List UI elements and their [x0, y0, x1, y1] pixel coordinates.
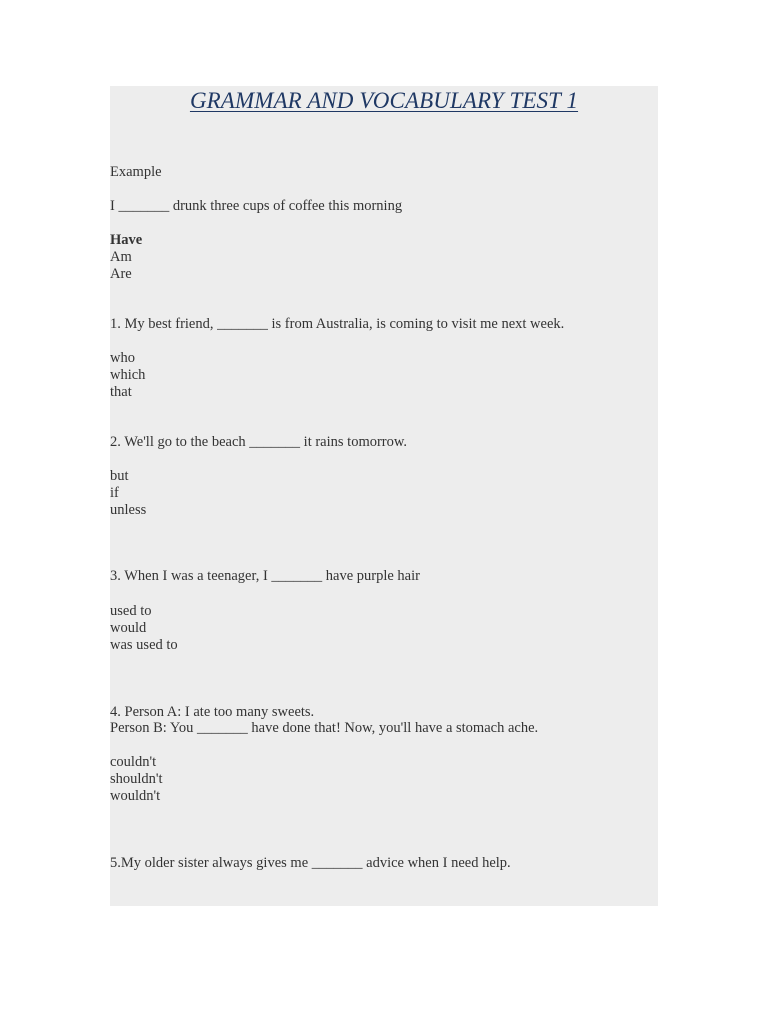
page-title: GRAMMAR AND VOCABULARY TEST 1 [189, 88, 579, 113]
question-2-option: unless [110, 502, 147, 518]
question-2-option: but [110, 468, 129, 484]
example-option: Are [110, 266, 132, 282]
question-3-option: was used to [110, 637, 178, 653]
question-1-text: 1. My best friend, _______ is from Australia, is coming to visit me next week. [110, 316, 565, 332]
worksheet-page [110, 86, 658, 906]
question-4-text: 4. Person A: I ate too many sweets. [110, 704, 315, 720]
question-4-option: shouldn't [110, 771, 163, 787]
question-1-option: which [110, 367, 146, 383]
question-1-option: that [110, 384, 132, 400]
question-4-option: wouldn't [110, 788, 161, 804]
question-2-text: 2. We'll go to the beach _______ it rains tomorrow. [110, 434, 408, 450]
question-3-option: would [110, 620, 147, 636]
question-3-text: 3. When I was a teenager, I _______ have purple hair [110, 568, 420, 584]
example-question: I _______ drunk three cups of coffee this morning [110, 198, 403, 214]
question-5-text: 5.My older sister always gives me _______ advice when I need help. [110, 855, 511, 871]
question-3-option: used to [110, 603, 152, 619]
question-4-text-continued: Person B: You _______ have done that! Now, you'll have a stomach ache. [110, 720, 539, 736]
question-4-option: couldn't [110, 754, 157, 770]
example-option-answer: Have [110, 232, 143, 248]
example-option: Am [110, 249, 132, 265]
question-2-option: if [110, 485, 119, 501]
question-1-option: who [110, 350, 135, 366]
example-heading: Example [110, 164, 162, 180]
